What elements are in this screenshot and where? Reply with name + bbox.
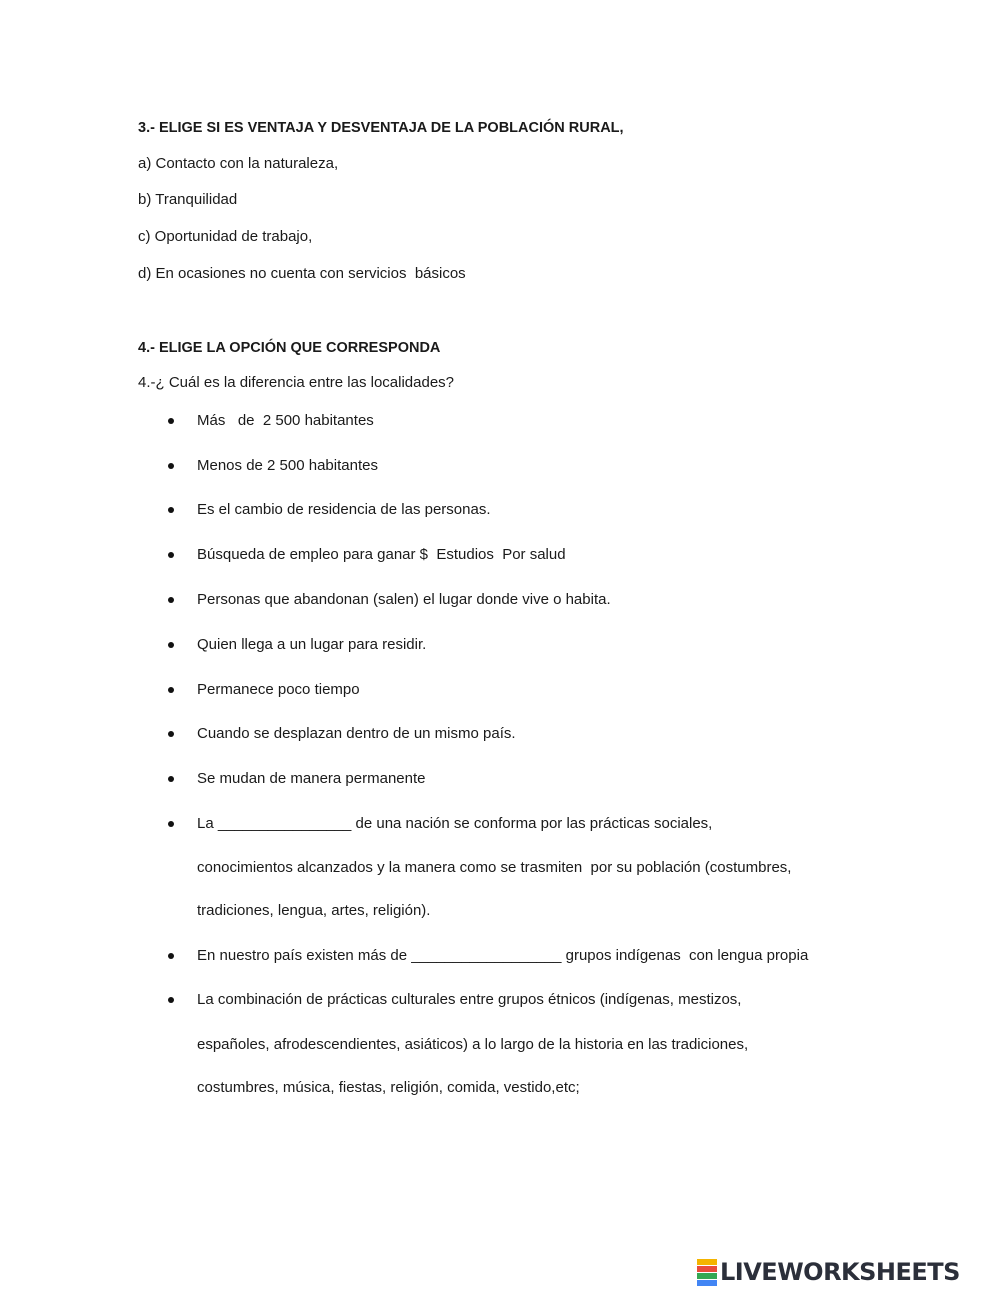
list-item-text: En nuestro país existen más de __________________ grupos indígenas con lengua propia [197,947,809,964]
list-item-text: Más de 2 500 habitantes [197,412,374,429]
list-item-text: Cuando se desplazan dentro de un mismo país. [197,725,516,742]
list-item-text: Búsqueda de empleo para ganar $ Estudios Por salud [197,546,566,563]
list-item-continuation: conocimientos alcanzados y la manera como se trasmiten por su población (costumbres, [197,859,792,876]
list-item-text: Personas que abandonan (salen) el lugar donde vive o habita. [197,591,611,608]
bullet-icon [168,997,174,1003]
bullet-icon [168,687,174,693]
list-item-text: Se mudan de manera permanente [197,770,426,787]
bullet-icon [168,418,174,424]
list-item-text: La ________________ de una nación se conforma por las prácticas sociales, [197,815,713,832]
section-4-question: 4.-¿ Cuál es la diferencia entre las localidades? [138,374,455,391]
logo-block [697,1280,717,1286]
list-item-text: Es el cambio de residencia de las personas. [197,501,491,518]
logo-text: LIVEWORKSHEETS [720,1258,960,1286]
bullet-icon [168,463,174,469]
list-item-text: Permanece poco tiempo [197,681,360,698]
bullet-icon [168,597,174,603]
option-b: b) Tranquilidad [138,191,238,208]
list-item-continuation: españoles, afrodescendientes, asiáticos) a lo largo de la historia en las tradiciones, [197,1036,749,1053]
bullet-icon [168,642,174,648]
list-item-text: Menos de 2 500 habitantes [197,457,378,474]
list-item-text: La combinación de prácticas culturales entre grupos étnicos (indígenas, mestizos, [197,991,742,1008]
section-3-heading: 3.- ELIGE SI ES VENTAJA Y DESVENTAJA DE LA POBLACIÓN RURAL, [138,120,624,136]
bullet-icon [168,776,174,782]
list-item-continuation: costumbres, música, fiestas, religión, comida, vestido,etc; [197,1079,580,1096]
bullet-icon [168,731,174,737]
liveworksheets-logo [697,1257,960,1287]
logo-block [697,1273,717,1279]
list-item-continuation: tradiciones, lengua, artes, religión). [197,902,431,919]
option-d: d) En ocasiones no cuenta con servicios básicos [138,265,466,282]
option-c: c) Oportunidad de trabajo, [138,228,313,245]
bullet-icon [168,821,174,827]
bullet-icon [168,953,174,959]
logo-block [697,1259,717,1265]
option-a: a) Contacto con la naturaleza, [138,155,339,172]
logo-blocks-icon [697,1259,717,1286]
list-item-text: Quien llega a un lugar para residir. [197,636,427,653]
bullet-icon [168,507,174,513]
bullet-icon [168,552,174,558]
logo-block [697,1266,717,1272]
section-4-heading: 4.- ELIGE LA OPCIÓN QUE CORRESPONDA [138,340,441,356]
